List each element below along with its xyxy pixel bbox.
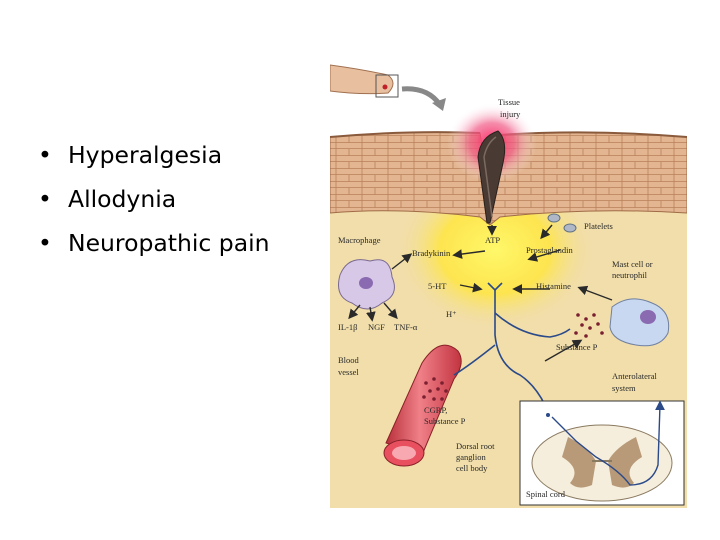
label-tissue-injury: Tissue [498,97,520,107]
bullet-text: Hyperalgesia [68,141,223,169]
nociception-diagram [330,45,687,508]
bullet-item [38,133,270,177]
label-anterolateral: system [612,383,636,393]
label-bradykinin: Bradykinin [412,248,451,258]
macrophage-nucleus [359,277,373,289]
label-platelets: Platelets [584,221,613,231]
bullet-dot: • [38,141,52,169]
label-drg: Dorsal root [456,441,495,451]
bullet-text: Neuropathic pain [68,229,270,257]
label-tissue-injury: injury [500,109,521,119]
label-mast-cell: neutrophil [612,270,647,280]
label-ngf: NGF [368,322,386,332]
label-prostaglandin: Prostaglandin [526,245,573,255]
ganglion-cell-body [546,413,550,417]
label-anterolateral: Anterolateral [612,371,657,381]
mast-cell-nucleus [640,310,656,324]
label-blood-vessel: vessel [338,367,359,377]
label-substance-p: Substance P [556,342,598,352]
label-il1b: IL-1β [338,322,358,332]
finger-wound [383,85,388,90]
label-h-plus: H⁺ [446,309,457,319]
label-macrophage: Macrophage [338,235,381,245]
label-drg: ganglion [456,452,486,462]
bullet-item [38,221,270,265]
platelet-icon [564,224,576,232]
bullet-dot: • [38,229,52,257]
label-mast-cell: Mast cell or [612,259,653,269]
bullet-item [38,177,270,221]
label-atp: ATP [485,235,501,245]
label-tnfa: TNF-α [394,322,418,332]
label-blood-vessel: Blood [338,355,359,365]
label-drg: cell body [456,463,488,473]
label-serotonin: 5-HT [428,281,447,291]
label-spinal-cord: Spinal cord [526,489,565,499]
label-cgrp: Substance P [424,416,466,426]
platelet-icon [548,214,560,222]
label-cgrp: CGRP, [424,405,448,415]
blood-vessel-inner [392,446,416,460]
nociception-figure [330,45,687,508]
bullet-dot: • [38,185,52,213]
bullet-list [38,133,270,265]
bullet-text: Allodynia [68,185,177,213]
label-histamine: Histamine [536,281,571,291]
